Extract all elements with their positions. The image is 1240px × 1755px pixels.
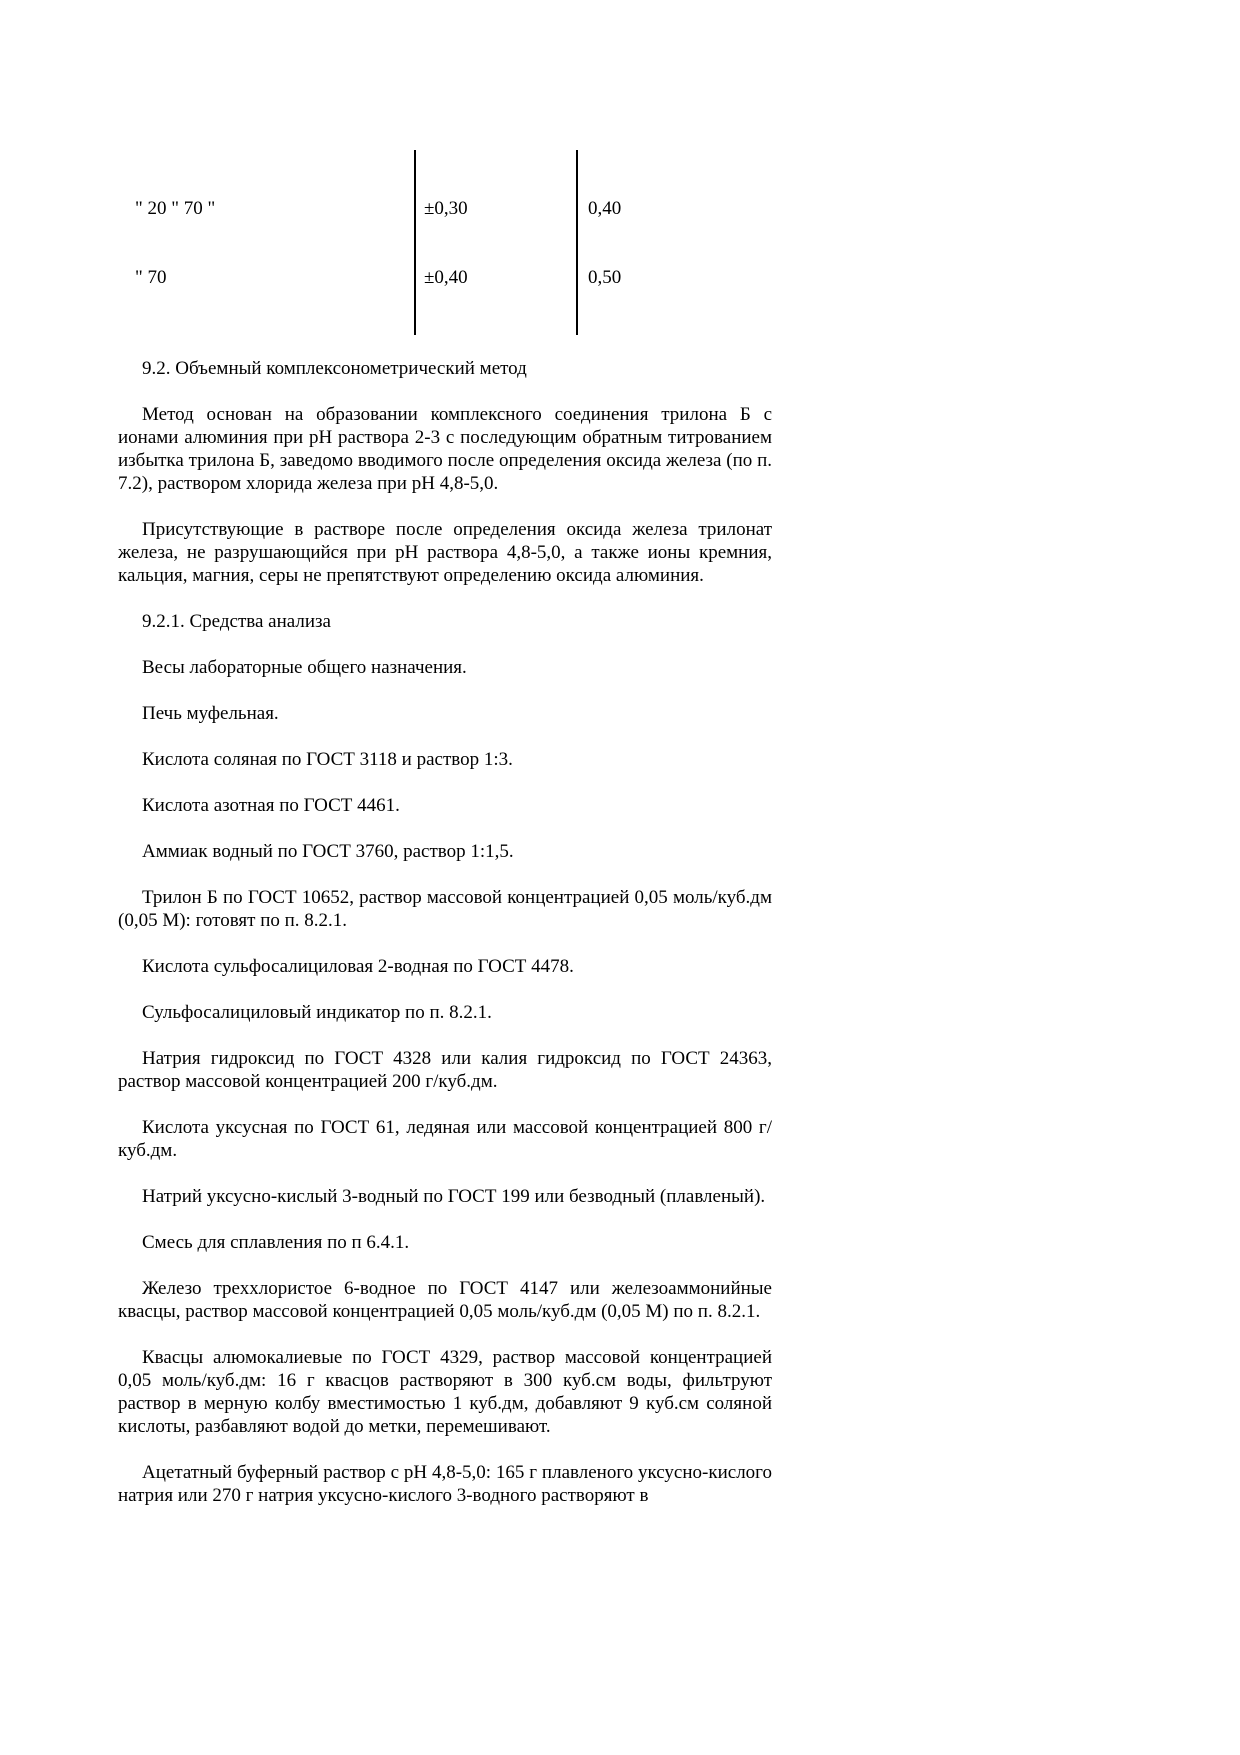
table-cell-tolerance: ±0,40 — [424, 267, 468, 288]
list-item: Весы лабораторные общего назначения. — [142, 657, 467, 678]
list-item: Печь муфельная. — [142, 703, 279, 724]
list-item: Кислота азотная по ГОСТ 4461. — [142, 795, 400, 816]
table-cell-limit: 0,50 — [588, 267, 622, 288]
list-item: Кислота сульфосалициловая 2-водная по ГОСТ 4478. — [142, 956, 574, 977]
list-item: Аммиак водный по ГОСТ 3760, раствор 1:1,5. — [142, 841, 514, 862]
paragraph: Метод основан на образовании комплексного соединения трилона Б с ионами алюминия при рН раствора 2-3 с последующим обратным титрованием избытка трилона Б, заведомо вводимого после определения оксида железа (по п. 7.2), раствором хлорида железа при рН 4,8-5,0. — [118, 404, 772, 494]
list-item: Кислота уксусная по ГОСТ 61, ледяная или массовой концентрацией 800 г/куб.дм. — [118, 1117, 772, 1161]
list-item: Трилон Б по ГОСТ 10652, раствор массовой концентрацией 0,05 моль/куб.дм (0,05 М): готовят по п. 8.2.1. — [118, 887, 772, 931]
table-cell-range: " 70 — [135, 267, 167, 288]
list-item: Кислота соляная по ГОСТ 3118 и раствор 1:3. — [142, 749, 513, 770]
list-item: Железо треххлористое 6-водное по ГОСТ 4147 или железоаммонийные квасцы, раствор массовой концентрацией 0,05 моль/куб.дм (0,05 М) по п. 8.2.1. — [118, 1278, 772, 1322]
table-column-divider — [576, 150, 578, 335]
table-cell-tolerance: ±0,30 — [424, 198, 468, 219]
list-item: Ацетатный буферный раствор с рН 4,8-5,0: 165 г плавленого уксусно-кислого натрия или 270 г натрия уксусно-кислого 3-водного растворяют в — [118, 1462, 772, 1506]
table-column-divider — [414, 150, 416, 335]
list-item: Сульфосалициловый индикатор по п. 8.2.1. — [142, 1002, 492, 1023]
list-item: Квасцы алюмокалиевые по ГОСТ 4329, раствор массовой концентрацией 0,05 моль/куб.дм: 16 г квасцов растворяют в 300 куб.см воды, фильтруют раствор в мерную колбу вместимостью 1 куб.дм, добавляют 9 куб.см соляной кислоты, разбавляют водой до метки, перемешивают. — [118, 1347, 772, 1437]
table-cell-limit: 0,40 — [588, 198, 622, 219]
paragraph: Присутствующие в растворе после определения оксида железа трилонат железа, не разрушающийся при рН раствора 4,8-5,0, а также ионы кремния, кальция, магния, серы не препятствуют определению оксида алюминия. — [118, 519, 772, 586]
table-cell-range: " 20 " 70 " — [135, 198, 216, 219]
list-item: Натрий уксусно-кислый 3-водный по ГОСТ 199 или безводный (плавленый). — [142, 1186, 766, 1207]
section-heading: 9.2. Объемный комплексонометрический метод — [142, 358, 527, 379]
document-body — [118, 357, 772, 1530]
list-item: Смесь для сплавления по п 6.4.1. — [142, 1232, 410, 1253]
subsection-heading: 9.2.1. Средства анализа — [142, 611, 331, 632]
tolerance-table-fragment — [118, 150, 658, 335]
list-item: Натрия гидроксид по ГОСТ 4328 или калия гидроксид по ГОСТ 24363, раствор массовой концентрацией 200 г/куб.дм. — [118, 1048, 772, 1092]
